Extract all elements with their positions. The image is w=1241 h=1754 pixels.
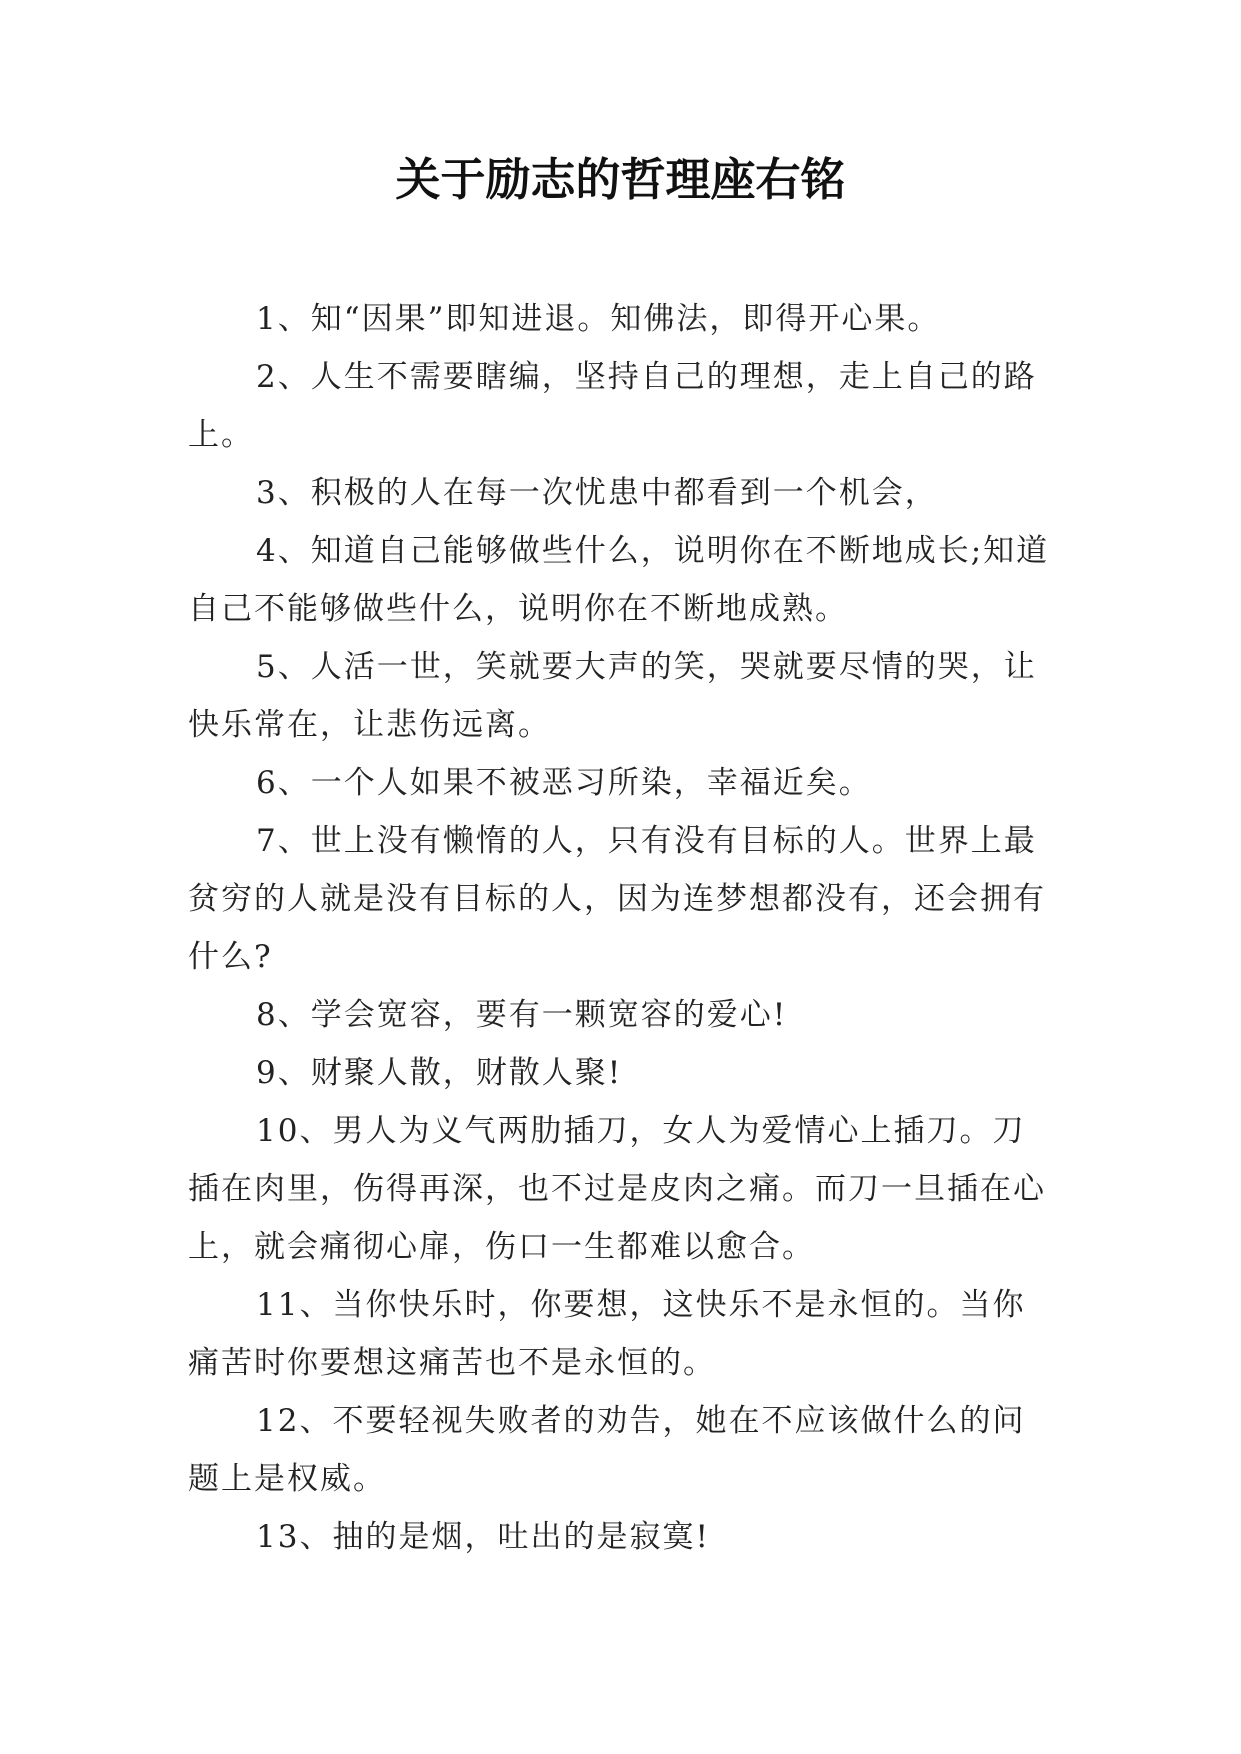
paragraph-5: 5、人活一世，笑就要大声的笑，哭就要尽情的哭，让快乐常在，让悲伤远离。 <box>188 649 1037 743</box>
paragraph-13: 13、抽的是烟，吐出的是寂寞! <box>256 1519 710 1555</box>
paragraph-3: 3、积极的人在每一次忧患中都看到一个机会， <box>256 475 938 511</box>
paragraph-4: 4、知道自己能够做些什么，说明你在不断地成长;知道自己不能够做些什么，说明你在不断地成熟。 <box>188 533 1050 627</box>
paragraph-6: 6、一个人如果不被恶习所染，幸福近矣。 <box>256 765 872 801</box>
paragraph-2: 2、人生不需要瞎编，坚持自己的理想，走上自己的路上。 <box>188 359 1037 453</box>
paragraph-12: 12、不要轻视失败者的劝告，她在不应该做什么的问题上是权威。 <box>188 1403 1026 1497</box>
paragraph-11: 11、当你快乐时，你要想，这快乐不是永恒的。当你痛苦时你要想这痛苦也不是永恒的。 <box>188 1287 1026 1381</box>
paragraph-10: 10、男人为义气两肋插刀，女人为爱情心上插刀。刀插在肉里，伤得再深，也不过是皮肉之痛。而刀一旦插在心上，就会痛彻心扉，伤口一生都难以愈合。 <box>188 1113 1046 1265</box>
paragraph-1: 1、知“因果”即知进退。知佛法，即得开心果。 <box>256 301 941 337</box>
paragraph-8: 8、学会宽容，要有一颗宽容的爱心! <box>256 997 788 1033</box>
paragraph-7: 7、世上没有懒惰的人，只有没有目标的人。世界上最贫穷的人就是没有目标的人，因为连梦想都没有，还会拥有什么? <box>188 823 1046 975</box>
paragraph-9: 9、财聚人散，财散人聚! <box>256 1055 623 1091</box>
document-body <box>188 290 1056 1566</box>
page-title: 关于励志的哲理座右铭 <box>395 153 846 206</box>
